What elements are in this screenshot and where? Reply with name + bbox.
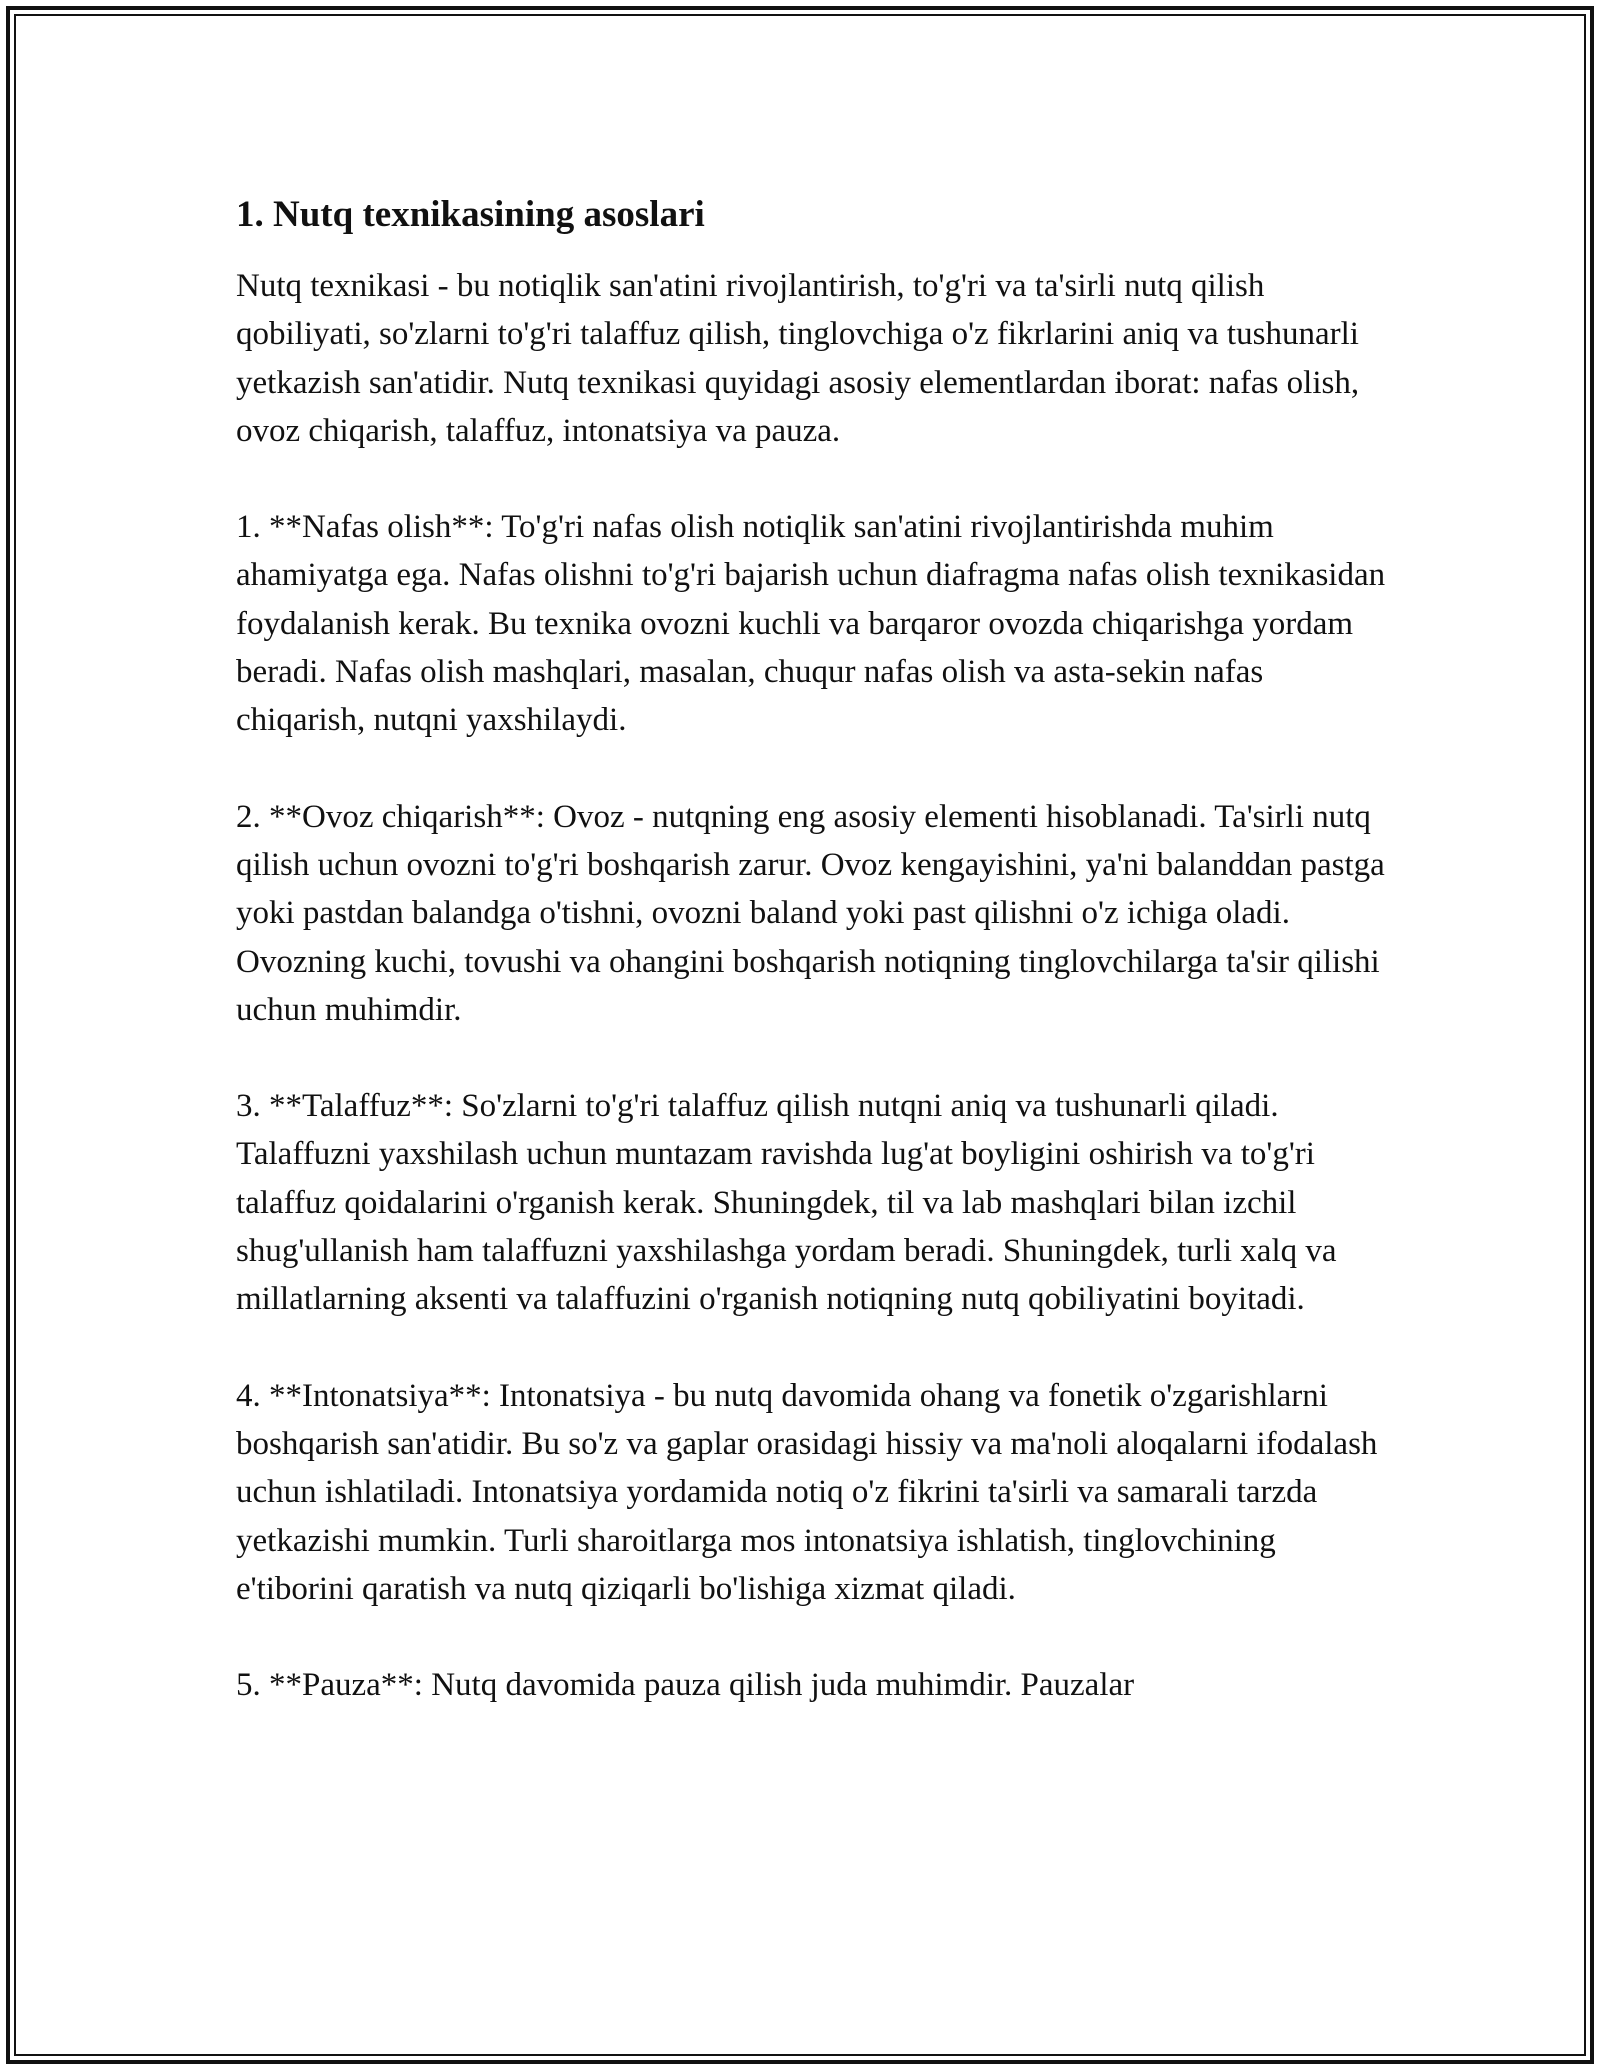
document-page	[236, 186, 1386, 1709]
intro-paragraph: Nutq texnikasi - bu notiqlik san'atini rivojlantirish, to'g'ri va ta'sirli nutq qilish qobiliyati, so'zlarni to'g'ri talaffuz qilish, tinglovchiga o'z fikrlarini aniq va tushunarli yetkazish san'atidir. Nutq texnikasi quyidagi asosiy elementlardan iborat: nafas olish, ovoz chiqarish, talaffuz, intonatsiya va pauza.	[236, 268, 1360, 449]
intonation-paragraph: 4. **Intonatsiya**: Intonatsiya - bu nutq davomida ohang va fonetik o'zgarishlarni boshqarish san'atidir. Bu so'z va gaplar orasidagi hissiy va ma'noli aloqalarni ifodalash uchun ishlatiladi. Intonatsiya yordamida notiq o'z fikrini ta'sirli va samarali tarzda yetkazishi mumkin. Turli sharoitlarga mos intonatsiya ishlatish, tinglovchining e'tiborini qaratish va nutq qiziqarli bo'lishiga xizmat qiladi.	[236, 1377, 1378, 1607]
section-heading: 1. Nutq texnikasining asoslari	[236, 194, 705, 235]
breathing-paragraph: 1. **Nafas olish**: To'g'ri nafas olish notiqlik san'atini rivojlantirishda muhim ahamiyatga ega. Nafas olishni to'g'ri bajarish uchun diafragma nafas olish texnikasidan foydalanish kerak. Bu texnika ovozni kuchli va barqaror ovozda chiqarishga yordam beradi. Nafas olish mashqlari, masalan, chuqur nafas olish va asta-sekin nafas chiqarish, nutqni yaxshilaydi.	[236, 509, 1386, 739]
pronunciation-paragraph: 3. **Talaffuz**: So'zlarni to'g'ri talaffuz qilish nutqni aniq va tushunarli qiladi. Talaffuzni yaxshilash uchun muntazam ravishda lug'at boyligini oshirish va to'g'ri talaffuz qoidalarini o'rganish kerak. Shuningdek, til va lab mashqlari bilan izchil shug'ullanish ham talaffuzni yaxshilashga yordam beradi. Shuningdek, turli xalq va millatlarning aksenti va talaffuzini o'rganish notiqning nutq qobiliyatini boyitadi.	[236, 1088, 1337, 1318]
pause-paragraph: 5. **Pauza**: Nutq davomida pauza qilish juda muhimdir. Pauzalar	[236, 1667, 1135, 1704]
voice-paragraph: 2. **Ovoz chiqarish**: Ovoz - nutqning eng asosiy elementi hisoblanadi. Ta'sirli nutq qilish uchun ovozni to'g'ri boshqarish zarur. Ovoz kengayishini, ya'ni balanddan pastga yoki pastdan balandga o'tishni, ovozni baland yoki past qilishni o'z ichiga oladi. Ovozning kuchi, tovushi va ohangini boshqarish notiqning tinglovchilarga ta'sir qilishi uchun muhimdir.	[236, 798, 1385, 1028]
